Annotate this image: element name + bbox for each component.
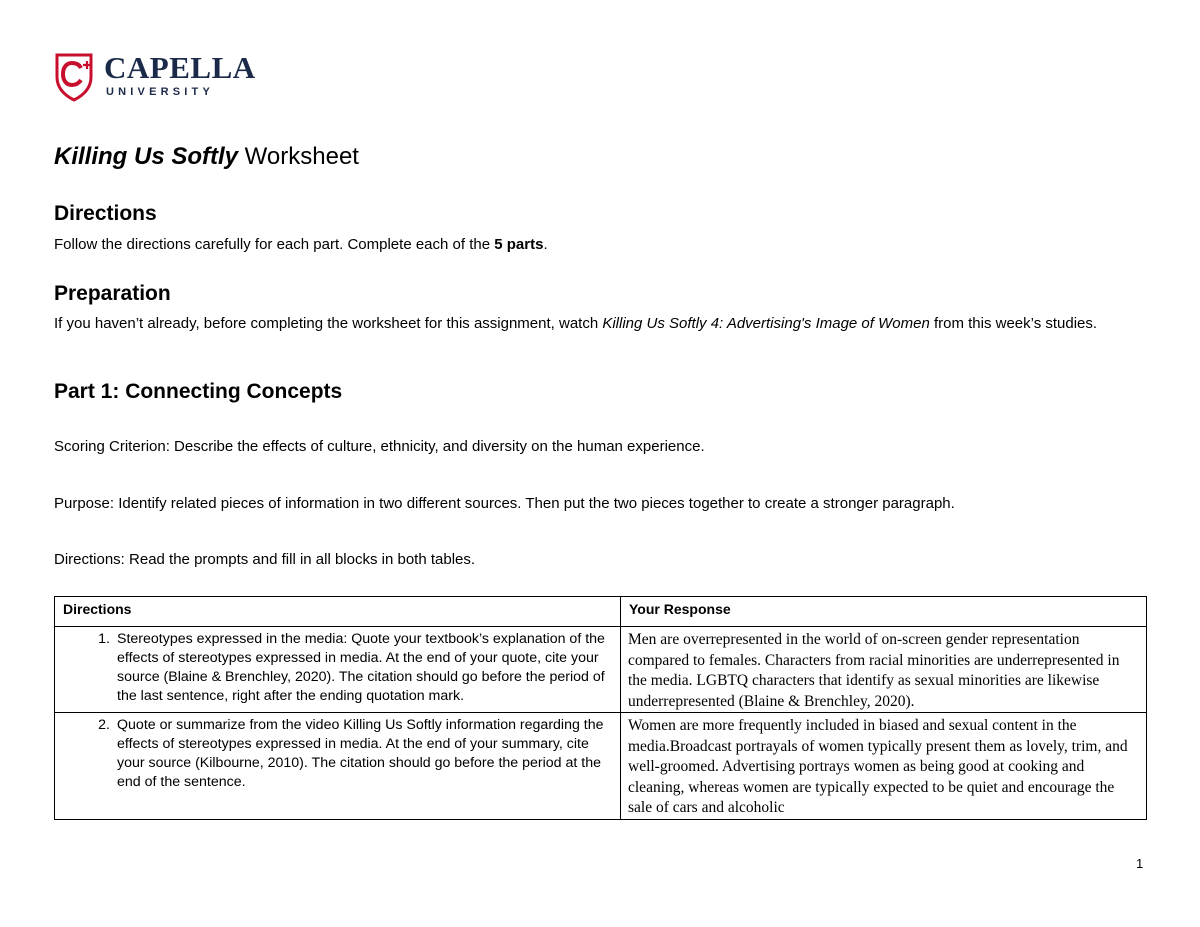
direction-cell	[55, 627, 621, 713]
preparation-text-before: If you haven’t already, before completing the worksheet for this assignment, watch	[54, 315, 603, 332]
direction-text: Stereotypes expressed in the media: Quote your textbook’s explanation of the effects of stereotypes expressed in media. At the end of your quote, cite your source (Blaine & Brenchley, 2020). The citation should go before the period of the last sentence, right after the ending quotation mark.	[117, 631, 605, 704]
preparation-video-title: Killing Us Softly 4: Advertising's Image of Women	[602, 315, 930, 332]
logo-name: CAPELLA	[104, 50, 256, 85]
preparation-text-after: from this week’s studies.	[929, 315, 1098, 332]
page-title	[54, 143, 359, 171]
logo-subtitle: UNIVERSITY	[106, 86, 215, 98]
title-rest: Worksheet	[238, 143, 359, 170]
part1-heading: Part 1: Connecting Concepts	[54, 380, 343, 403]
preparation-text	[54, 314, 1144, 333]
preparation-heading: Preparation	[54, 282, 171, 305]
table-header-response: Your Response	[621, 597, 1147, 627]
response-cell[interactable]: Women are more frequently included in biased and sexual content in the media.Broadcast portrayals of women typically present them as lovely, trim, and well-groomed. Advertising portrays women as being good at cooking and cleaning, whereas women are typically expected to be quiet and encourage the sale of cars and alcoholic	[621, 713, 1147, 820]
page-number: 1	[1136, 856, 1144, 871]
response-cell[interactable]: Men are overrepresented in the world of on-screen gender representation compared to females. Characters from racial minorities are underrepresented in the media. LGBTQ characters that identify as sexual minorities are likewise underrepresented (Blaine & Brenchley, 2020).	[621, 627, 1147, 713]
table-header-row	[55, 597, 1147, 627]
item-number: 1.	[98, 631, 110, 647]
item-number: 2.	[98, 717, 110, 733]
directions-text-before: Follow the directions carefully for each part. Complete each of the	[54, 236, 495, 253]
part1-directions: Directions: Read the prompts and fill in all blocks in both tables.	[54, 551, 476, 568]
directions-text-bold: 5 parts	[494, 236, 544, 253]
capella-logo	[54, 52, 256, 102]
title-italic: Killing Us Softly	[54, 143, 239, 170]
table-header-directions: Directions	[55, 597, 621, 627]
direction-text: Quote or summarize from the video Killing Us Softly information regarding the effects of stereotypes expressed in media. At the end of your summary, cite your source (Kilbourne, 2010). The citation should go before the period at the end of the sentence.	[117, 717, 604, 790]
directions-text-after: .	[543, 236, 548, 253]
direction-cell	[55, 713, 621, 820]
directions-text	[54, 235, 1144, 254]
table-row	[55, 713, 1147, 820]
capella-shield-icon	[54, 52, 96, 102]
directions-heading: Directions	[54, 202, 157, 225]
part1-scoring-criterion: Scoring Criterion: Describe the effects of culture, ethnicity, and diversity on the human experience.	[54, 438, 705, 455]
part1-purpose: Purpose: Identify related pieces of information in two different sources. Then put the two pieces together to create a stronger paragraph.	[54, 495, 955, 512]
table-row	[55, 627, 1147, 713]
connecting-concepts-table	[54, 596, 1147, 820]
